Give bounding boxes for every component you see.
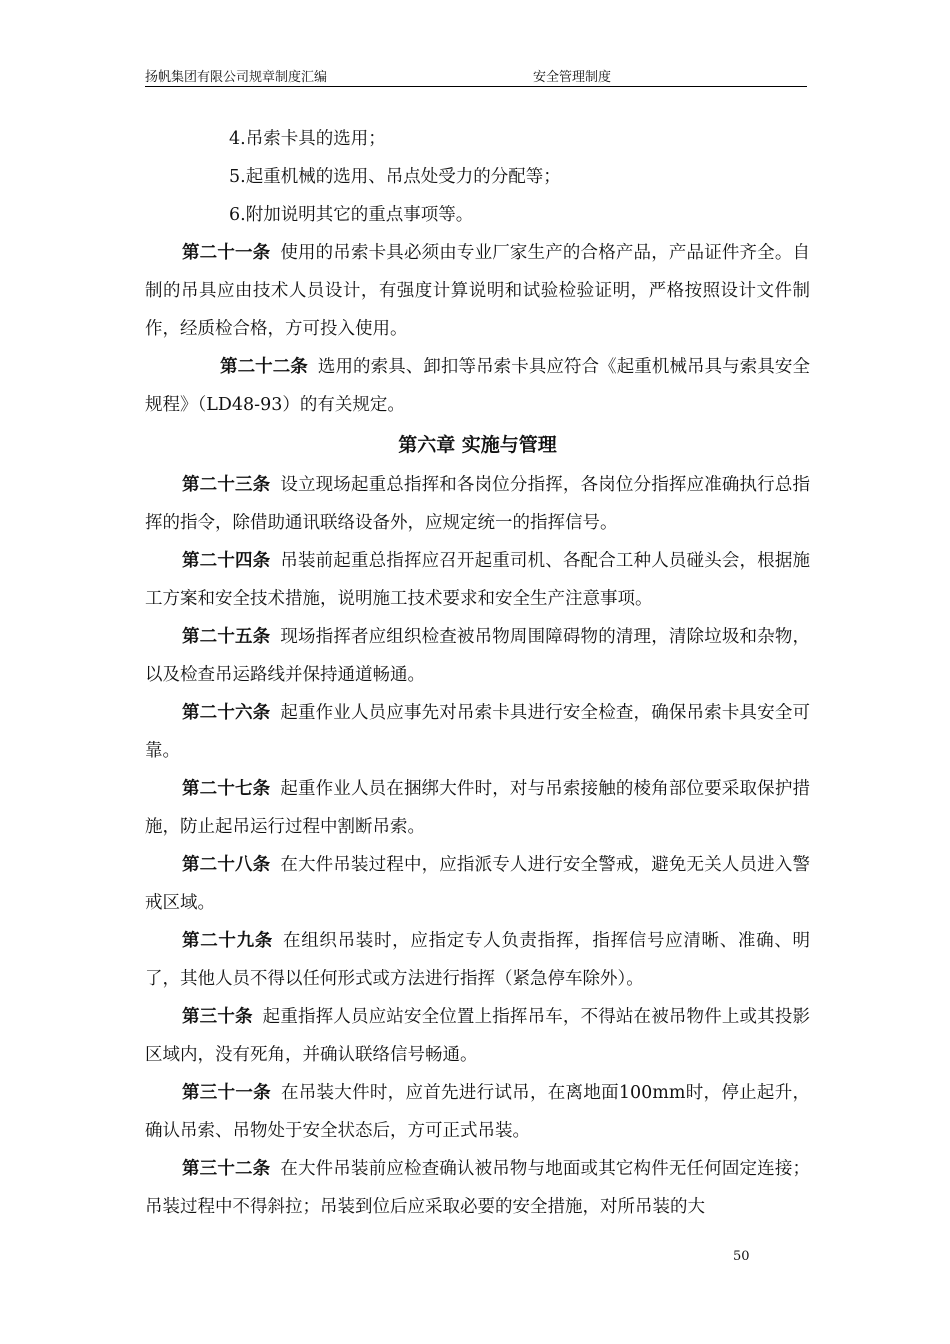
article-text: 现场指挥者应组织检查被吊物周围障碍物的清理，清除垃圾和杂物，以及检查吊运路线并保持通道畅通。 (145, 627, 811, 685)
article-title: 第三十一条 (182, 1083, 271, 1103)
article-23 (145, 466, 810, 542)
article-title: 第二十三条 (182, 475, 271, 495)
article-text: 吊装前起重总指挥应召开起重司机、各配合工种人员碰头会，根据施工方案和安全技术措施，说明施工技术要求和安全生产注意事项。 (145, 551, 811, 609)
article-text: 起重指挥人员应站安全位置上指挥吊车，不得站在被吊物件上或其投影区域内，没有死角，并确认联络信号畅通。 (145, 1007, 811, 1065)
article-title: 第二十一条 (182, 243, 271, 263)
article-25 (145, 618, 810, 694)
article-30 (145, 998, 810, 1074)
article-text: 在大件吊装前应检查确认被吊物与地面或其它构件无任何固定连接；吊装过程中不得斜拉；吊装到位后应采取必要的安全措施，对所吊装的大 (145, 1159, 811, 1217)
header-section-title: 安全管理制度 (533, 70, 612, 85)
article-title: 第二十二条 (220, 357, 308, 377)
article-text: 使用的吊索卡具必须由专业厂家生产的合格产品，产品证件齐全。自制的吊具应由技术人员设计，有强度计算说明和试验检验证明，严格按照设计文件制作，经质检合格，方可投入使用。 (145, 243, 811, 339)
article-title: 第二十五条 (182, 627, 271, 647)
chapter-heading: 第六章 实施与管理 (398, 434, 557, 456)
page-header (145, 66, 807, 87)
document-body (145, 120, 810, 1226)
article-text: 起重作业人员在捆绑大件时，对与吊索接触的棱角部位要采取保护措施，防止起吊运行过程中割断吊索。 (145, 779, 811, 837)
article-text: 起重作业人员应事先对吊索卡具进行安全检查，确保吊索卡具安全可靠。 (145, 703, 811, 761)
page-number: 50 (733, 1249, 750, 1264)
article-24 (145, 542, 810, 618)
article-title: 第三十二条 (182, 1159, 271, 1179)
list-item: 5.起重机械的选用、吊点处受力的分配等； (229, 167, 561, 187)
article-text: 在吊装大件时，应首先进行试吊，在离地面100mm时，停止起升，确认吊索、吊物处于安全状态后，方可正式吊装。 (145, 1083, 810, 1141)
article-28 (145, 846, 810, 922)
article-title: 第二十八条 (182, 855, 271, 875)
article-title: 第二十九条 (182, 931, 273, 951)
list-item: 4.吊索卡具的选用； (229, 129, 386, 149)
header-company-title: 扬帆集团有限公司规章制度汇编 (145, 70, 328, 85)
article-text: 在大件吊装过程中，应指派专人进行安全警戒，避免无关人员进入警戒区域。 (145, 855, 811, 913)
article-text: 设立现场起重总指挥和各岗位分指挥，各岗位分指挥应准确执行总指挥的指令，除借助通讯联络设备外，应规定统一的指挥信号。 (145, 475, 811, 533)
article-26 (145, 694, 810, 770)
article-text: 在组织吊装时，应指定专人负责指挥，指挥信号应清晰、准确、明了，其他人员不得以任何形式或方法进行指挥（紧急停车除外）。 (145, 931, 811, 989)
article-27 (145, 770, 810, 846)
article-21 (145, 234, 810, 348)
article-31 (145, 1074, 810, 1150)
article-text: 选用的索具、卸扣等吊索卡具应符合《起重机械吊具与索具安全规程》（LD48-93）的有关规定。 (145, 357, 810, 415)
list-item: 6.附加说明其它的重点事项等。 (229, 205, 474, 225)
article-title: 第三十条 (182, 1007, 253, 1027)
article-32 (145, 1150, 810, 1226)
article-title: 第二十六条 (182, 703, 271, 723)
article-29 (145, 922, 810, 998)
article-22 (145, 348, 810, 424)
article-title: 第二十四条 (182, 551, 271, 571)
article-title: 第二十七条 (182, 779, 271, 799)
